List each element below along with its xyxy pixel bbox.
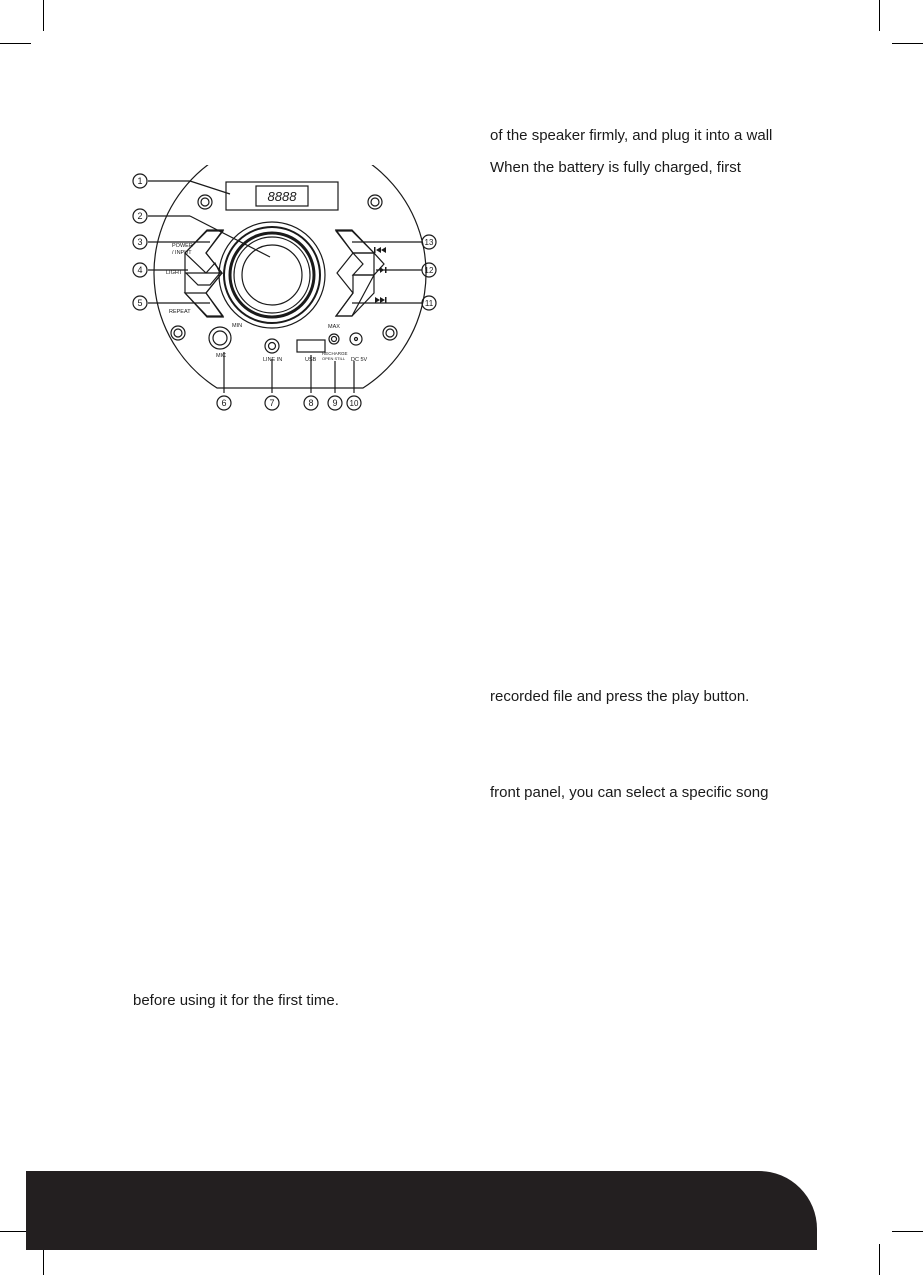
label-light: LIGHT xyxy=(166,270,183,276)
line-in-jack xyxy=(265,339,279,353)
label-recharge: RECHARGE xyxy=(322,351,348,356)
callout-1: 1 xyxy=(137,176,143,186)
callout-11: 11 xyxy=(424,299,434,308)
usb-port xyxy=(297,340,325,352)
previous-track-icon xyxy=(374,247,386,253)
callout-13: 13 xyxy=(424,238,434,247)
label-input: / INPUT xyxy=(172,250,192,256)
label-mic: MIC xyxy=(216,353,227,359)
crop-mark xyxy=(43,0,44,31)
label-repeat: REPEAT xyxy=(169,309,191,315)
display-digits: 8888 xyxy=(267,189,297,204)
callout-4: 4 xyxy=(137,265,143,275)
next-button xyxy=(336,275,374,316)
play-pause-button xyxy=(353,253,384,275)
mic-jack xyxy=(209,327,231,349)
crop-mark xyxy=(892,1231,923,1232)
crop-mark xyxy=(892,43,923,44)
body-text-line: before using it for the first time. xyxy=(133,992,339,1009)
callout-12: 12 xyxy=(424,266,434,275)
label-dc: DC 5V xyxy=(351,357,368,363)
label-open-still: OPEN STILL xyxy=(322,356,346,361)
footer-bar xyxy=(26,1171,817,1250)
next-track-icon xyxy=(375,297,387,303)
play-pause-icon xyxy=(380,267,387,273)
body-text-line: of the speaker firmly, and plug it into a wall xyxy=(490,127,773,144)
callout-3: 3 xyxy=(137,237,143,247)
callout-6: 6 xyxy=(221,398,227,408)
body-text-line: front panel, you can select a specific song xyxy=(490,784,769,801)
label-power: POWER xyxy=(172,243,193,249)
callout-10: 10 xyxy=(349,399,359,408)
crop-mark xyxy=(0,43,31,44)
crop-mark xyxy=(879,1244,880,1275)
body-text-line: recorded file and press the play button. xyxy=(490,688,750,705)
body-text-line: When the battery is fully charged, first xyxy=(490,159,741,176)
crop-mark xyxy=(879,0,880,31)
label-usb: USB xyxy=(305,357,317,363)
control-panel-diagram xyxy=(120,165,460,430)
label-max: MAX xyxy=(328,324,340,330)
callout-8: 8 xyxy=(308,398,314,408)
callout-5: 5 xyxy=(137,298,143,308)
label-line-in: LINE IN xyxy=(263,357,283,363)
dc-socket xyxy=(350,333,362,345)
callout-7: 7 xyxy=(269,398,275,408)
volume-knob-center xyxy=(242,245,302,305)
label-min: MIN xyxy=(232,323,243,329)
recharge-led xyxy=(329,334,339,344)
callout-2: 2 xyxy=(137,211,143,221)
callout-9: 9 xyxy=(332,398,338,408)
volume-knob-outer xyxy=(219,222,325,328)
